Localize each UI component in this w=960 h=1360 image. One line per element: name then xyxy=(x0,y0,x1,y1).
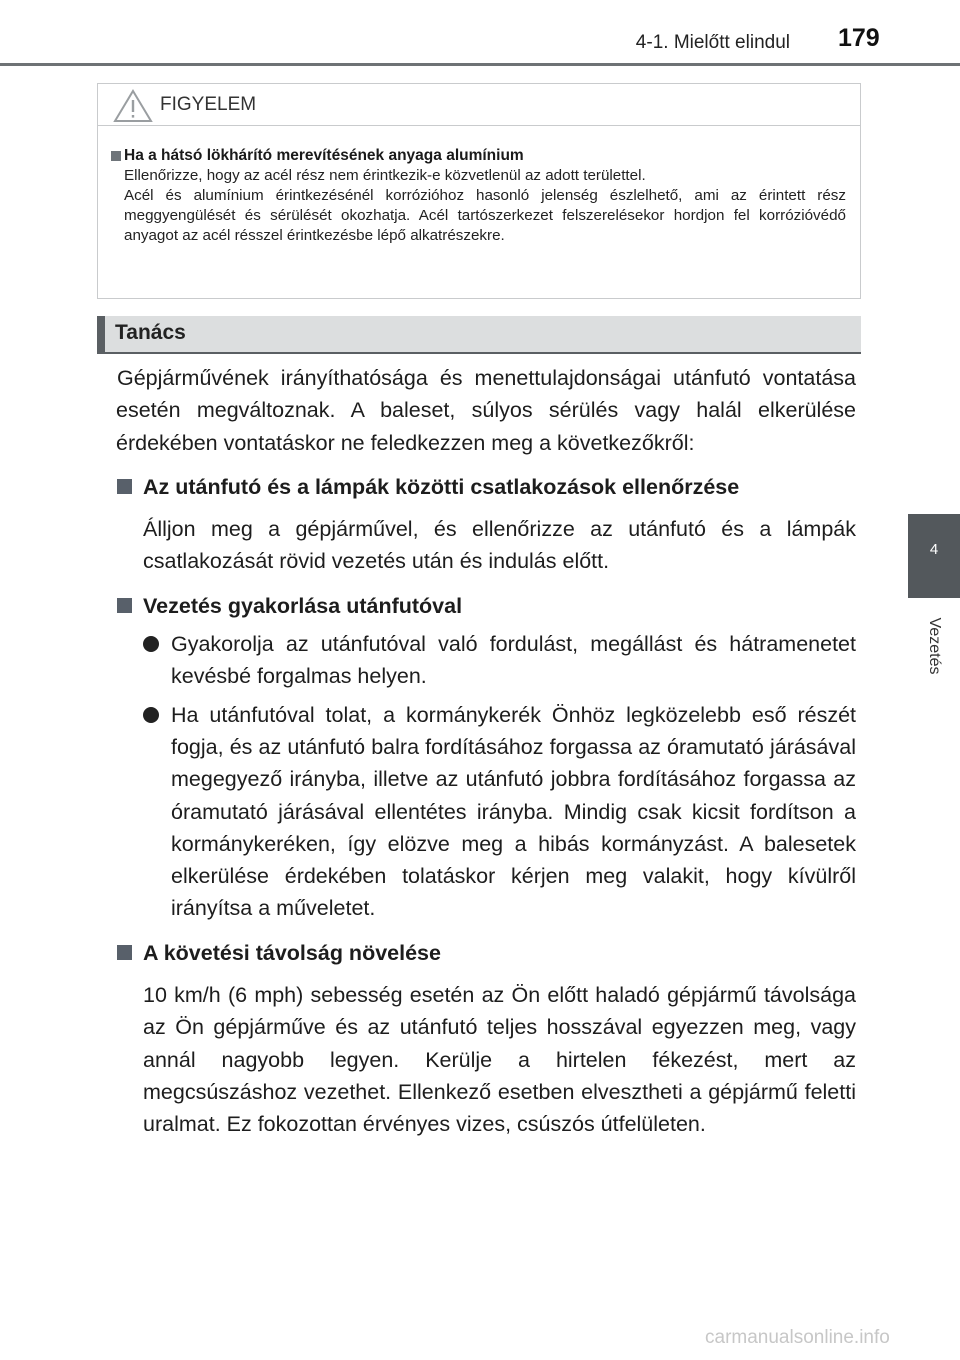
warning-text-2: Acél és alumínium érintkezésénél korrózióhoz hasonló jelenség észlelhető, ami az érintett rész meggyengülését és sérülését okozhatja. Acél tartószerkezet felszerelésekor hordjon fel korrózióvédő anyagot az acél résszel érintkezésbe lépő alkatrészekre. xyxy=(124,187,846,244)
warning-subtitle xyxy=(112,146,846,166)
list-item xyxy=(143,628,856,693)
warning-text-1: Ellenőrizze, hogy az acél rész nem érintkezik-e közvetlenül az adott területtel. xyxy=(124,167,646,184)
section-practice xyxy=(116,590,856,925)
section-heading-text: Vezetés gyakorlása utánfutóval xyxy=(143,593,463,618)
page-number: 179 xyxy=(838,24,880,52)
square-bullet-icon xyxy=(117,479,132,494)
warning-subtitle-text: Ha a hátsó lökhárító merevítésének anyaga alumínium xyxy=(124,147,524,164)
round-bullet-icon xyxy=(143,707,159,723)
header-rule xyxy=(0,63,960,66)
chapter-number: 4 xyxy=(929,541,939,558)
chapter-label: Vezetés xyxy=(926,617,943,675)
warning-box xyxy=(97,83,861,299)
warning-title: FIGYELEM xyxy=(160,94,257,115)
warning-body xyxy=(98,126,860,246)
list-item-text: Gyakorolja az utánfutóval való fordulást, megállást és hátramenetet kevésbé forgalmas helyen. xyxy=(171,632,856,689)
section-heading xyxy=(143,471,856,503)
section-heading-text: Az utánfutó és a lámpák közötti csatlakozások ellenőrzése xyxy=(143,474,740,499)
chapter-tab[interactable] xyxy=(908,514,960,598)
page-section-title: 4-1. Mielőtt elindul xyxy=(635,32,790,53)
warning-triangle-icon xyxy=(113,89,153,123)
section-heading xyxy=(143,937,856,969)
advice-content xyxy=(116,362,856,1141)
round-bullet-icon xyxy=(143,636,159,652)
square-bullet-icon xyxy=(111,151,121,161)
list-item-text: Ha utánfutóval tolat, a kormánykerék Önhöz legközelebb eső részét fogja, és az utánfutó balra fordításához forgassa az óramutató járásával megegyező irányba, illetve az utánfutó jobbra fordításához forgassa az óramutató járásával ellentétes irányba. Mindig csak kicsit fordítson a kormánykeréken, így elözve meg a hibás kormányzást. A balesetek elkerülése érdekében tolatáskor kérjen meg valakit, hogy kívülről irányítsa a műveletet. xyxy=(171,702,856,921)
advice-intro: Gépjárművének irányíthatósága és menettulajdonságai utánfutó vontatása esetén megváltoznak. A baleset, súlyos sérülés vagy halál elkerülése érdekében vontatáskor ne feledkezzen meg a következőkről: xyxy=(116,366,856,455)
advice-title: Tanács xyxy=(115,321,186,344)
advice-heading-bar xyxy=(97,316,861,354)
section-distance xyxy=(116,937,856,1141)
section-connections xyxy=(116,471,856,578)
section-heading xyxy=(143,590,856,622)
list-item xyxy=(143,699,856,925)
watermark: carmanualsonline.info xyxy=(705,1327,890,1348)
section-paragraph: 10 km/h (6 mph) sebesség esetén az Ön előtt haladó gépjármű távolsága az Ön gépjárműve és az utánfutó teljes hosszával egyezzen meg, vagy annál nagyobb legyen. Kerülje a hirtelen fékezést, mert az megcsúszáshoz vezethet. Ellenkező esetben elvesztheti a gépjármű feletti uralmat. Ez fokozottan érvényes vizes, csúszós útfelületen. xyxy=(143,983,856,1137)
section-heading-text: A követési távolság növelése xyxy=(143,940,441,965)
square-bullet-icon xyxy=(117,945,132,960)
section-paragraph: Álljon meg a gépjárművel, és ellenőrizze az utánfutó és a lámpák csatlakozását rövid vezetés után és indulás előtt. xyxy=(143,517,856,574)
square-bullet-icon xyxy=(117,598,132,613)
warning-header xyxy=(98,84,860,126)
